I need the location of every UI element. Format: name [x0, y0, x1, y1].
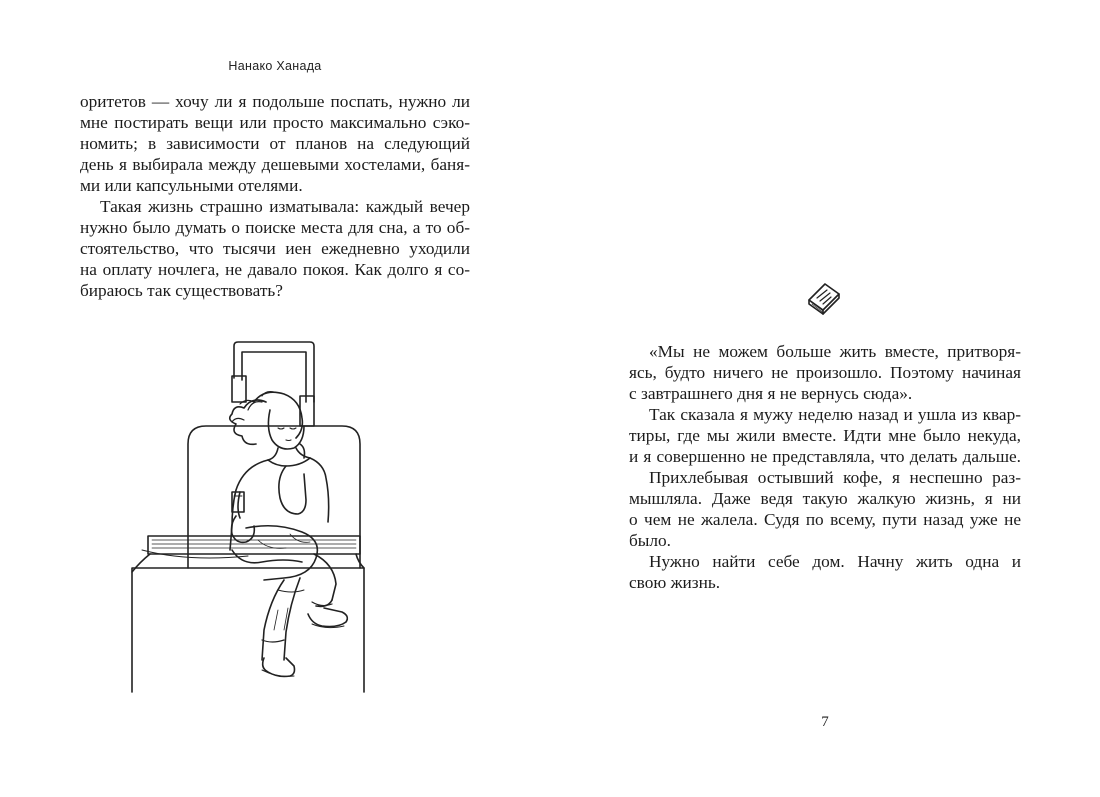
right-page-text: [629, 341, 1021, 593]
woman-sitting-on-suitcase-illustration: [128, 340, 368, 695]
text-line: Прихлебывая остывший кофе, я неспешно раз-: [649, 468, 1021, 487]
text-line: Так сказала я мужу неделю назад и ушла из квар-: [649, 405, 1021, 424]
text-line: на оплату ночлега, не давало покоя. Как долго я со-: [80, 260, 470, 279]
text-line: Такая жизнь страшно изматывала: каждый вечер: [100, 197, 470, 216]
text-line: ясь, будто ничего не произошло. Поэтому начиная: [629, 363, 1021, 382]
text-line: было.: [629, 531, 671, 550]
text-line: оритетов — хочу ли я подольше поспать, нужно ли: [80, 92, 470, 111]
text-line: день я выбирала между дешевыми хостелами, баня-: [80, 155, 470, 174]
text-line: нужно было думать о поиске места для сна, а то об-: [80, 218, 470, 237]
text-line: мне постирать вещи или просто максимально сэко-: [80, 113, 470, 132]
text-line: о чем не жалела. Судя по всему, пути назад уже не: [629, 510, 1021, 529]
text-line: бираюсь так существовать?: [80, 281, 283, 300]
text-line: мышляла. Даже ведя такую жалкую жизнь, я ни: [629, 489, 1021, 508]
text-line: с завтрашнего дня я не вернусь сюда».: [629, 384, 913, 403]
text-line: свою жизнь.: [629, 573, 721, 592]
text-line: ми или капсульными отелями.: [80, 176, 303, 195]
text-line: тиры, где мы жили вместе. Идти мне было некуда,: [629, 426, 1021, 445]
text-line: Нужно найти себе дом. Начну жить одна и: [649, 552, 1021, 571]
running-head-author: Нанако Ханада: [228, 59, 322, 73]
text-line: номить; в зависимости от планов на следующий: [80, 134, 470, 153]
text-line: «Мы не можем больше жить вместе, притворя-: [649, 342, 1021, 361]
page-number: 7: [821, 714, 829, 730]
text-line: и я совершенно не представляла, что делать дальше.: [629, 447, 1021, 466]
book-icon: [803, 276, 845, 318]
left-page-text: [80, 91, 470, 301]
text-line: стоятельство, что тысячи иен ежедневно уходили: [80, 239, 470, 258]
